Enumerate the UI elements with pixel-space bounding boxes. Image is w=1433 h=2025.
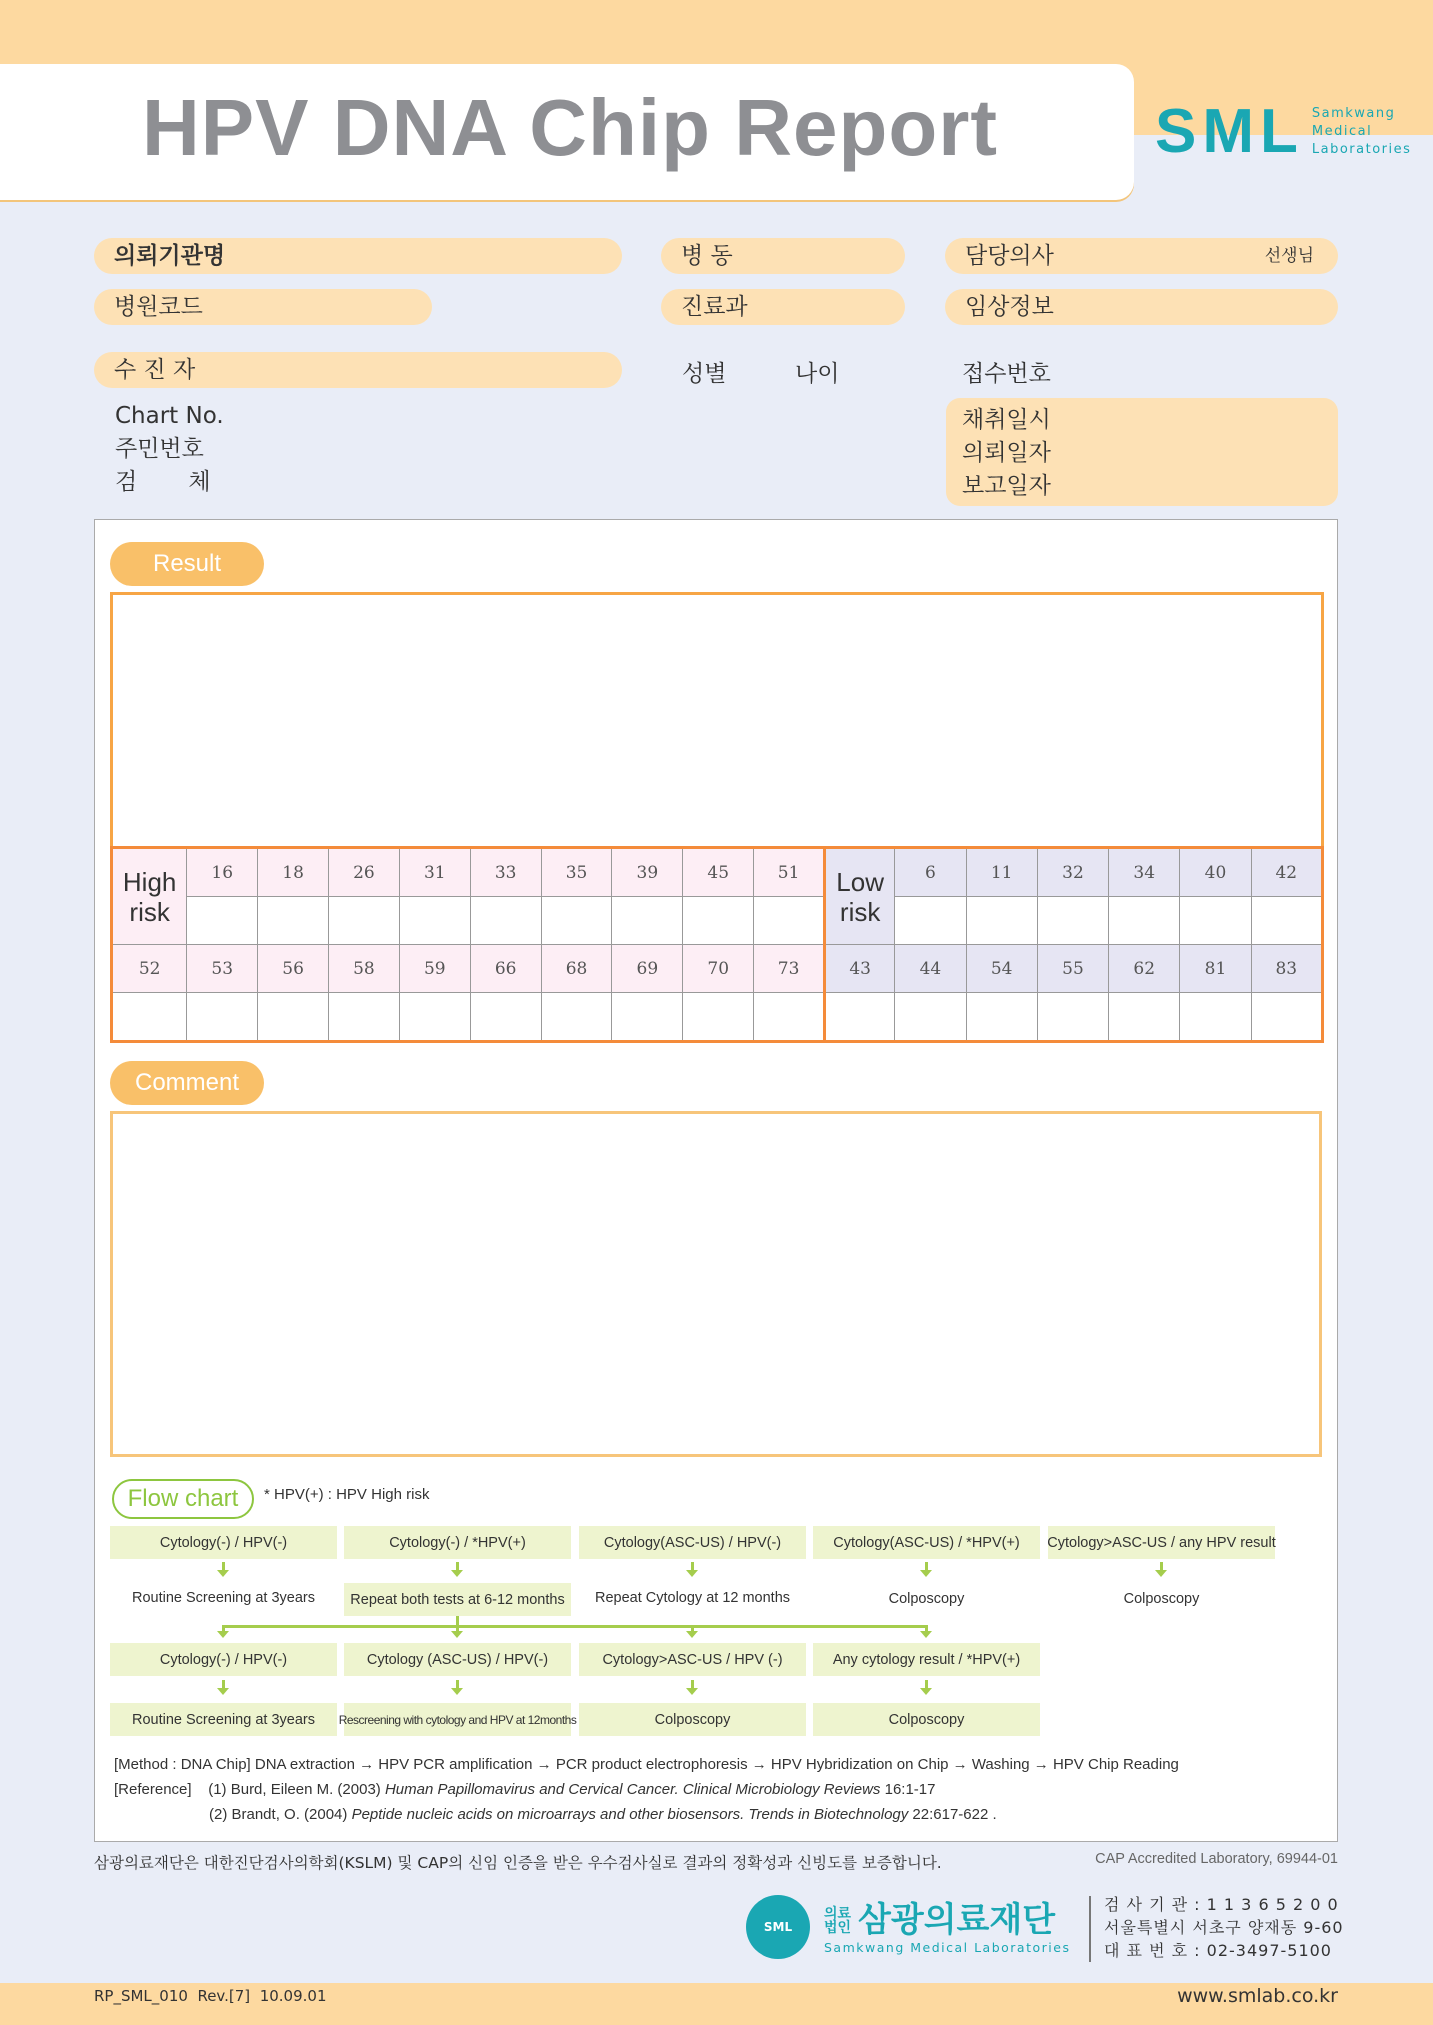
reference-2 bbox=[209, 1806, 997, 1823]
flow-box: Cytology>ASC-US / HPV (-) bbox=[579, 1643, 806, 1676]
logo-mark: SML bbox=[1155, 97, 1304, 166]
result-cell bbox=[683, 897, 754, 945]
doctor-label: 담당의사 bbox=[965, 243, 1054, 269]
arrow-stem bbox=[1160, 1562, 1163, 1570]
hpv-type-cell: 33 bbox=[470, 848, 541, 897]
flow-box: Cytology(ASC-US) / HPV(-) bbox=[579, 1526, 806, 1559]
result-cell bbox=[1037, 993, 1108, 1042]
flow-box: Cytology(-) / HPV(-) bbox=[110, 1643, 337, 1676]
institution-field: 의뢰기관명 bbox=[94, 238, 622, 274]
reference-1 bbox=[114, 1781, 935, 1798]
flow-box: Cytology(-) / *HPV(+) bbox=[344, 1526, 571, 1559]
hpv-type-cell: 73 bbox=[754, 945, 825, 993]
result-cell bbox=[1037, 897, 1108, 945]
result-cell bbox=[187, 993, 258, 1042]
arrow-stem bbox=[925, 1562, 928, 1570]
hpv-type-cell: 6 bbox=[895, 848, 966, 897]
flow-box: Repeat both tests at 6-12 months bbox=[344, 1583, 571, 1616]
hpv-type-cell: 31 bbox=[399, 848, 470, 897]
flow-box: Colposcopy bbox=[813, 1703, 1040, 1736]
chart-info bbox=[115, 400, 224, 499]
down-arrow-icon bbox=[217, 1631, 229, 1638]
hpv-type-cell: 16 bbox=[187, 848, 258, 897]
certification-text: 삼광의료재단은 대한진단검사의학회(KSLM) 및 CAP의 신임 인증을 받은 우수검사실로 결과의 정확성과 신빙도를 보증합니다. bbox=[94, 1854, 942, 1872]
hpv-type-cell: 32 bbox=[1037, 848, 1108, 897]
result-cell bbox=[683, 993, 754, 1042]
ward-field: 병 동 bbox=[661, 238, 905, 274]
hpv-type-cell: 55 bbox=[1037, 945, 1108, 993]
logo-sub-line: Medical bbox=[1311, 123, 1373, 139]
down-arrow-icon bbox=[686, 1570, 698, 1577]
hpv-type-cell: 18 bbox=[258, 848, 329, 897]
hpv-type-cell: 45 bbox=[683, 848, 754, 897]
age-label: 나이 bbox=[795, 361, 840, 387]
arrow-stem bbox=[456, 1562, 459, 1570]
flow-box: Cytology>ASC-US / any HPV result bbox=[1048, 1526, 1275, 1559]
result-cell bbox=[1251, 897, 1322, 945]
foundation-info bbox=[1104, 1893, 1344, 1962]
footer-divider bbox=[1089, 1896, 1091, 1962]
institution-number: 검 사 기 관 : 1 1 3 6 5 2 0 0 bbox=[1104, 1895, 1339, 1914]
genotype-table bbox=[110, 846, 1324, 1043]
hpv-type-cell: 26 bbox=[329, 848, 400, 897]
result-cell bbox=[966, 897, 1037, 945]
arrow-stem bbox=[691, 1680, 694, 1688]
result-cell bbox=[399, 993, 470, 1042]
flow-chart-tag: Flow chart bbox=[112, 1479, 254, 1519]
specimen-label: 검 체 bbox=[115, 469, 211, 495]
hpv-type-cell: 40 bbox=[1180, 848, 1251, 897]
method-line: [Method : DNA Chip] DNA extraction → HPV PCR amplification → PCR product electrophoresis → HPV Hybridization on Chip → Washing → HPV Chip Reading bbox=[114, 1756, 1179, 1773]
ref2-title: Peptide nucleic acids on microarrays and other biosensors. Trends in Biotechnology bbox=[351, 1806, 909, 1823]
down-arrow-icon bbox=[686, 1688, 698, 1695]
flow-box: Rescreening with cytology and HPV at 12months bbox=[344, 1703, 571, 1736]
result-cell bbox=[541, 897, 612, 945]
result-cell bbox=[470, 897, 541, 945]
result-cell bbox=[895, 993, 966, 1042]
hpv-type-cell: 62 bbox=[1109, 945, 1180, 993]
hpv-type-cell: 68 bbox=[541, 945, 612, 993]
receipt-no-label: 접수번호 bbox=[962, 361, 1051, 387]
branch-line bbox=[222, 1625, 928, 1628]
result-cell bbox=[895, 897, 966, 945]
foundation-name bbox=[824, 1900, 1070, 1955]
doctor-suffix: 선생님 bbox=[1264, 246, 1314, 266]
sml-logo bbox=[1155, 96, 1411, 167]
result-cell bbox=[754, 897, 825, 945]
report-date-label: 보고일자 bbox=[962, 473, 1051, 499]
reference-label: [Reference] bbox=[114, 1781, 192, 1798]
legal-form: 의료법인 bbox=[824, 1906, 852, 1936]
result-cell bbox=[329, 993, 400, 1042]
arrow-stem bbox=[222, 1562, 225, 1570]
down-arrow-icon bbox=[920, 1688, 932, 1695]
result-cell bbox=[1251, 993, 1322, 1042]
arrow-stem bbox=[691, 1562, 694, 1570]
hpv-type-cell: 56 bbox=[258, 945, 329, 993]
department-field: 진료과 bbox=[661, 289, 905, 325]
address: 서울특별시 서초구 양재동 9-60 bbox=[1104, 1918, 1344, 1937]
down-arrow-icon bbox=[920, 1570, 932, 1577]
result-cell bbox=[258, 897, 329, 945]
flow-box: Cytology(ASC-US) / *HPV(+) bbox=[813, 1526, 1040, 1559]
result-cell bbox=[612, 897, 683, 945]
result-cell bbox=[399, 897, 470, 945]
flow-box: Cytology (ASC-US) / HPV(-) bbox=[344, 1643, 571, 1676]
down-arrow-icon bbox=[451, 1570, 463, 1577]
down-arrow-icon bbox=[451, 1688, 463, 1695]
hpv-type-cell: 69 bbox=[612, 945, 683, 993]
result-cell bbox=[1180, 993, 1251, 1042]
flow-box: Routine Screening at 3years bbox=[132, 1589, 315, 1606]
down-arrow-icon bbox=[920, 1631, 932, 1638]
foundation-logo bbox=[746, 1895, 1070, 1959]
hpv-type-cell: 66 bbox=[470, 945, 541, 993]
flow-box: Routine Screening at 3years bbox=[110, 1703, 337, 1736]
result-cell bbox=[612, 993, 683, 1042]
flow-box: Cytology(-) / HPV(-) bbox=[110, 1526, 337, 1559]
hpv-type-cell: 44 bbox=[895, 945, 966, 993]
patient-field: 수 진 자 bbox=[94, 352, 622, 388]
hpv-type-cell: 54 bbox=[966, 945, 1037, 993]
result-cell bbox=[187, 897, 258, 945]
hpv-type-cell: 39 bbox=[612, 848, 683, 897]
date-panel bbox=[946, 398, 1338, 506]
hpv-type-cell: 53 bbox=[187, 945, 258, 993]
hpv-type-cell: 83 bbox=[1251, 945, 1322, 993]
result-cell bbox=[258, 993, 329, 1042]
hpv-type-cell: 51 bbox=[754, 848, 825, 897]
low-risk-label: Low risk bbox=[825, 848, 895, 945]
doctor-field bbox=[945, 238, 1338, 274]
result-cell bbox=[754, 993, 825, 1042]
ref1-author: (1) Burd, Eileen M. (2003) bbox=[208, 1781, 385, 1798]
ref1-pages: 16:1-17 bbox=[880, 1781, 936, 1798]
hpv-type-cell: 42 bbox=[1251, 848, 1322, 897]
clinical-info-field: 임상정보 bbox=[945, 289, 1338, 325]
phone-number: 대 표 번 호 : 02-3497-5100 bbox=[1104, 1941, 1332, 1960]
arrow-stem bbox=[925, 1680, 928, 1688]
down-arrow-icon bbox=[686, 1631, 698, 1638]
arrow-stem bbox=[456, 1680, 459, 1688]
result-cell bbox=[470, 993, 541, 1042]
website-link[interactable]: www.smlab.co.kr bbox=[1177, 1985, 1338, 2007]
down-arrow-icon bbox=[451, 1631, 463, 1638]
ref2-author: (2) Brandt, O. (2004) bbox=[209, 1806, 352, 1823]
org-name: 삼광의료재단 bbox=[858, 1899, 1056, 1940]
result-cell bbox=[825, 993, 895, 1042]
ref1-title: Human Papillomavirus and Cervical Cancer. Clinical Microbiology Reviews bbox=[384, 1781, 881, 1798]
result-cell bbox=[966, 993, 1037, 1042]
result-cell bbox=[1109, 897, 1180, 945]
hpv-type-cell: 59 bbox=[399, 945, 470, 993]
logo-subtitle bbox=[1312, 105, 1412, 159]
page-title: HPV DNA Chip Report bbox=[141, 83, 999, 172]
cap-accreditation: CAP Accredited Laboratory, 69944-01 bbox=[1095, 1851, 1338, 1867]
logo-sub-line: Laboratories bbox=[1311, 141, 1412, 157]
hpv-type-cell: 11 bbox=[966, 848, 1037, 897]
result-tag: Result bbox=[110, 542, 264, 586]
resident-no-label: 주민번호 bbox=[115, 436, 204, 462]
sml-circle-icon: SML bbox=[746, 1895, 810, 1959]
hpv-type-cell: 70 bbox=[683, 945, 754, 993]
collect-date-label: 채취일시 bbox=[962, 407, 1051, 433]
chart-no-label: Chart No. bbox=[115, 403, 224, 429]
result-cell bbox=[1180, 897, 1251, 945]
hpv-type-cell: 34 bbox=[1109, 848, 1180, 897]
sex-label: 성별 bbox=[682, 361, 727, 387]
result-cell bbox=[1109, 993, 1180, 1042]
request-date-label: 의뢰일자 bbox=[962, 440, 1051, 466]
org-name-en: Samkwang Medical Laboratories bbox=[824, 1939, 1071, 1955]
hpv-type-cell: 35 bbox=[541, 848, 612, 897]
flow-box: Colposcopy bbox=[579, 1703, 806, 1736]
result-cell bbox=[112, 993, 187, 1042]
ref2-pages: 22:617-622 . bbox=[908, 1806, 997, 1823]
hpv-type-cell: 52 bbox=[112, 945, 187, 993]
comment-box bbox=[110, 1111, 1322, 1457]
down-arrow-icon bbox=[217, 1688, 229, 1695]
flow-box: Colposcopy bbox=[1123, 1590, 1200, 1607]
comment-tag: Comment bbox=[110, 1061, 264, 1105]
logo-sub-line: Samkwang bbox=[1311, 105, 1396, 121]
hospital-code-field: 병원코드 bbox=[94, 289, 432, 325]
revision-code: RP_SML_010 Rev.[7] 10.09.01 bbox=[94, 1987, 327, 2005]
down-arrow-icon bbox=[217, 1570, 229, 1577]
flow-box: Repeat Cytology at 12 months bbox=[594, 1589, 791, 1606]
hpv-type-cell: 58 bbox=[329, 945, 400, 993]
flow-box: Any cytology result / *HPV(+) bbox=[813, 1643, 1040, 1676]
result-cell bbox=[329, 897, 400, 945]
flow-box: Colposcopy bbox=[888, 1590, 965, 1607]
down-arrow-icon bbox=[1155, 1570, 1167, 1577]
hpv-type-cell: 43 bbox=[825, 945, 895, 993]
flow-note: * HPV(+) : HPV High risk bbox=[264, 1486, 430, 1503]
hpv-type-cell: 81 bbox=[1180, 945, 1251, 993]
result-cell bbox=[541, 993, 612, 1042]
high-risk-label: High risk bbox=[112, 848, 187, 945]
arrow-stem bbox=[222, 1680, 225, 1688]
